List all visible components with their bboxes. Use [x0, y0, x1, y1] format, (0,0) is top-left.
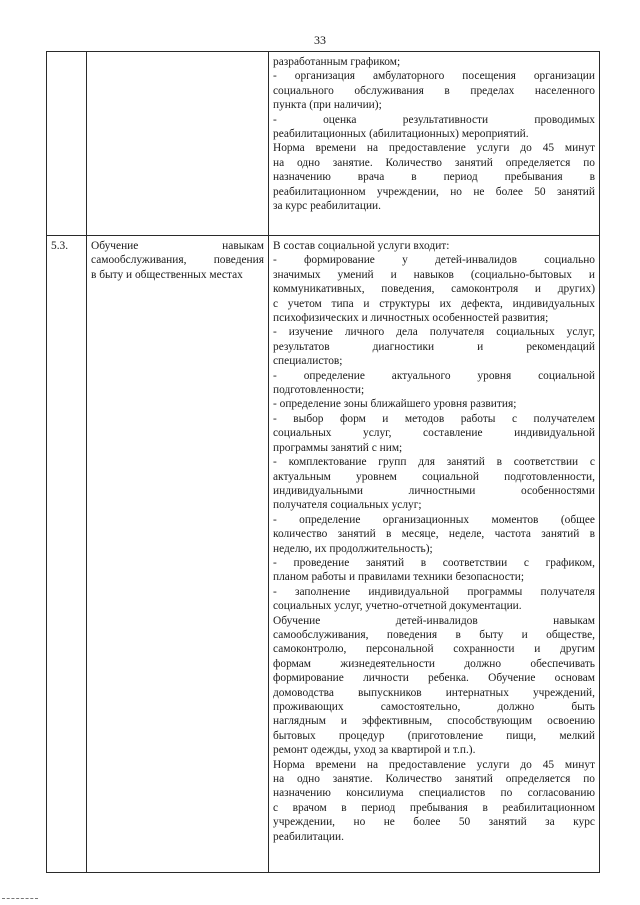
- description-line: социального обслуживания в пределах населенного: [273, 84, 595, 97]
- description-line: программы занятий с ним;: [273, 441, 403, 454]
- name-line: Обучение навыкам: [91, 240, 264, 252]
- description-line: значимых умений и навыков (социально-бытовых и: [273, 268, 595, 281]
- description-line: ремонт одежды, уход за квартирой и т.п.).: [273, 744, 476, 757]
- description-line: разработанным графиком;: [273, 56, 401, 68]
- description-line: - организация амбулаторного посещения организации: [273, 70, 595, 83]
- description-line: за курс реабилитации.: [273, 200, 381, 213]
- description-line: получателя социальных услуг;: [273, 499, 422, 512]
- description-line: - определение актуального уровня социальной: [273, 369, 595, 382]
- service-number-cell: 5.3.: [47, 236, 87, 873]
- services-table: [46, 51, 600, 873]
- description-line: специалистов;: [273, 355, 343, 368]
- description-line: бытовых процедур (приготовление пищи, мелкий: [273, 729, 595, 742]
- description-line: индивидуальными личностными особенностями: [273, 484, 595, 497]
- description-line: формирование личности ребенка. Обучение основам: [273, 672, 595, 685]
- description-line: наглядным и эффективным, способствующим освоению: [273, 715, 595, 728]
- service-description-cell: [269, 236, 600, 873]
- description-line: на одно занятие. Количество занятий определяется по: [273, 773, 595, 786]
- description-line: реабилитации.: [273, 830, 344, 843]
- description-line: В состав социальной услуги входит:: [273, 240, 450, 252]
- description-line: Норма времени на предоставление услуги до 45 минут: [273, 758, 595, 771]
- description-line: - изучение личного дела получателя социальных услуг,: [273, 326, 595, 339]
- description-line: количество занятий в месяце, неделе, частота занятий в: [273, 528, 595, 541]
- description-line: - формирование у детей-инвалидов социально: [273, 254, 595, 267]
- description-line: пункта (при наличии);: [273, 99, 382, 112]
- description-line: домоводства выпускников интернатных учреждений,: [273, 686, 595, 699]
- description-line: самообслуживания, поведения в быту и обществе,: [273, 628, 595, 641]
- description-line: - выбор форм и методов работы с получателем: [273, 412, 595, 425]
- description-line: назначению консилиума специалистов по согласованию: [273, 787, 595, 800]
- description-line: социальных услуг, учетно-отчетной документации.: [273, 600, 522, 613]
- description-line: Норма времени на предоставление услуги до 45 минут: [273, 142, 595, 155]
- service-name-cell: [87, 52, 269, 236]
- description-line: самоконтролю, персональной сохранности и другим: [273, 643, 595, 656]
- service-number-cell: [47, 52, 87, 236]
- description-line: реабилитационном учреждении, но не более 50 занятий: [273, 185, 595, 198]
- description-line: психофизических и личностных особенностей развития;: [273, 312, 549, 325]
- description-line: социальных услуг, составление индивидуальной: [273, 427, 595, 440]
- table-row: [47, 236, 600, 873]
- description-line: планом работы и правилами техники безопасности;: [273, 571, 524, 584]
- description-line: подготовленности;: [273, 384, 365, 397]
- service-name-cell: [87, 236, 269, 873]
- service-description-cell: [269, 52, 600, 236]
- description-line: формам жизнедеятельности должно обеспечивать: [273, 657, 595, 670]
- description-line: учреждении, но не более 50 занятий за курс: [273, 816, 595, 829]
- description-line: - комплектование групп для занятий в соответствии с: [273, 456, 595, 469]
- name-line: самообслуживания, поведения: [91, 254, 264, 267]
- page-number: 33: [314, 33, 326, 47]
- description-line: - определение организационных моментов (общее: [273, 513, 595, 526]
- description-line: неделю, их продолжительность);: [273, 542, 433, 555]
- description-line: назначению врача в период пребывания в: [273, 171, 595, 184]
- name-line: в быту и общественных местах: [91, 268, 243, 281]
- description-line: - проведение занятий в соответствии с графиком,: [273, 556, 595, 569]
- description-line: - заполнение индивидуальной программы получателя: [273, 585, 595, 598]
- description-line: актуальным уровнем социальной подготовленности,: [273, 470, 595, 483]
- description-line: коммуникативных, поведения, самоконтроля и других): [273, 283, 595, 296]
- scan-edge-mark: [2, 898, 38, 902]
- description-line: проживающих самостоятельно, должно быть: [273, 701, 595, 713]
- description-line: с учетом типа и структуры их дефекта, индивидуальных: [273, 297, 595, 310]
- description-line: с врачом в период пребывания в реабилитационном: [273, 801, 595, 814]
- description-line: - определение зоны ближайшего уровня развития;: [273, 398, 517, 411]
- description-line: Обучение детей-инвалидов навыкам: [273, 614, 595, 627]
- description-line: результатов диагностики и рекомендаций: [273, 340, 595, 353]
- description-line: - оценка результативности проводимых: [273, 113, 595, 126]
- table-row: [47, 52, 600, 236]
- description-line: реабилитационных (абилитационных) мероприятий.: [273, 128, 529, 141]
- description-line: на одно занятие. Количество занятий определяется по: [273, 156, 595, 169]
